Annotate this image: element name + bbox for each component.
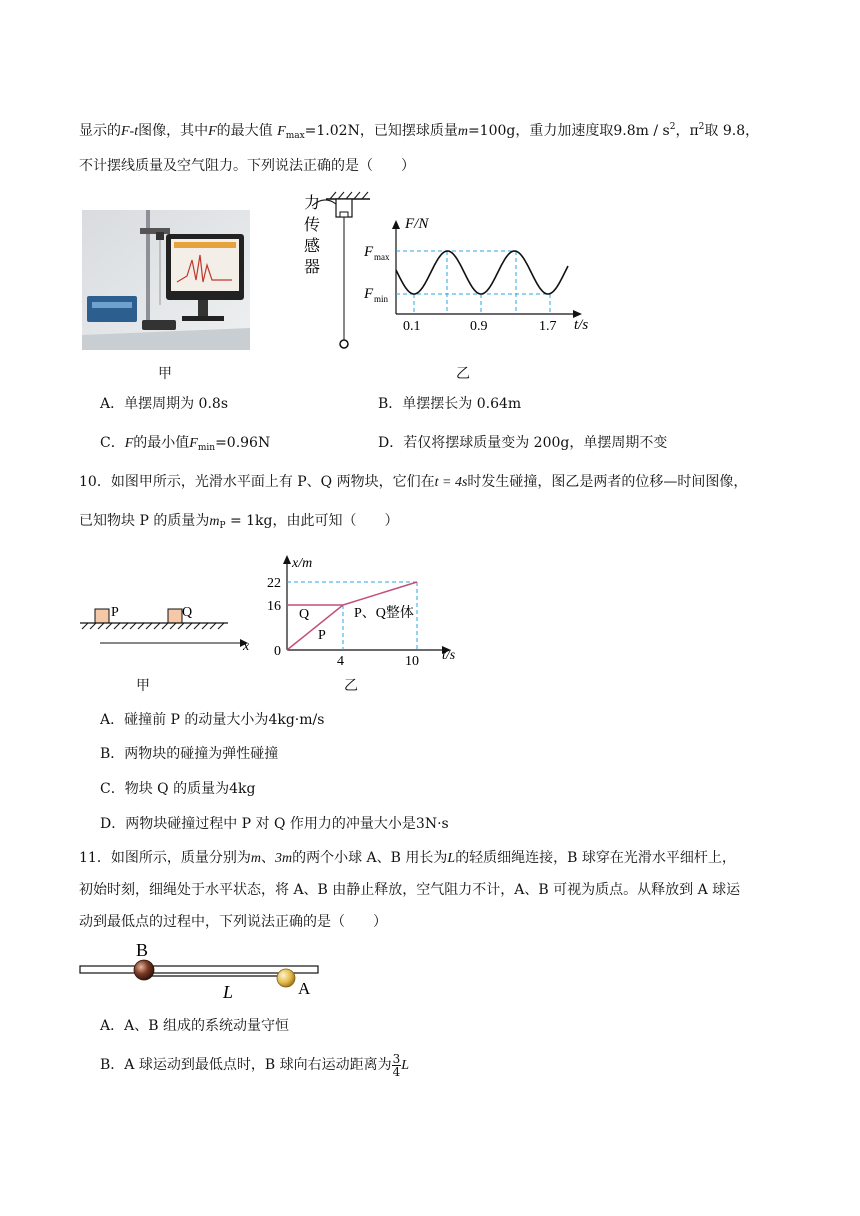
q9-m-value: =100g [467,123,516,139]
fraction-numerator: 3 [392,1051,401,1066]
guide-lines [396,251,550,314]
y-axis-arrow [392,220,400,229]
q10-xt-chart [262,552,472,667]
q9-fmax-sub: max [285,131,305,141]
surface-hatch [82,623,224,629]
label-p: P [318,628,326,643]
q9-g-value: 9.8m / s [613,123,670,139]
q11-figure [78,938,348,1004]
x-axis-label: t/s [574,317,589,333]
q9-text: ，已知摆球质量 [359,123,458,139]
q10-caption-left: 甲 [136,678,150,694]
y-axis-label: F/N [405,216,429,232]
q9-option-b: B．单摆摆长为 0.64m [378,396,522,412]
q11-text-line-3: 动到最低点的过程中，下列说法正确的是（ ） [79,914,387,930]
q9-opt-f: F [124,436,134,451]
q9-option-a: A．单摆周期为 0.8s [100,396,229,412]
x-tick-4: 4 [337,654,344,667]
label-l: L [223,982,234,1002]
q10-opt-text: C．物块 Q 的质量为 [100,781,230,797]
q9-opt-text: 的最小值 [133,435,190,451]
q9-f: F [208,124,217,139]
q11-text-line-1 [79,848,736,869]
q9-fmax: F [277,124,286,139]
q10-mp-value: = 1kg [225,513,273,529]
sensor-label-3: 感 [304,238,321,255]
sensor-label-1: 力 [304,195,321,212]
block-p-label: P [111,605,119,620]
q11-opt-text: B．A 球运动到最低点时，B 球向右运动距离为 [100,1057,392,1073]
fmin-label: F [364,286,374,302]
q10-option-b: B．两物块的碰撞为弹性碰撞 [100,746,279,762]
q9-caption-right: 乙 [456,366,470,382]
q10-text-line-1 [79,472,747,493]
q9-opt-fmin-sub: min [197,443,216,453]
q11-option-a: A．A、B 组成的系统动量守恒 [100,1018,289,1034]
q9-diagram [292,190,602,360]
q9-photo-illustration [82,210,250,350]
force-curve [396,251,568,294]
label-q: Q [299,607,310,622]
q10-opt-text: A．碰撞前 P 的动量大小为 [100,712,269,728]
q10-text: ，由此可知（ ） [272,513,399,529]
q9-figure-right [292,190,602,360]
q10-text-line-2 [79,511,399,536]
q9-option-d: D．若仅将摆球质量变为 200g，单摆周期不变 [378,435,668,451]
q9-option-c [100,433,270,458]
q9-fmax-value: =1.02N [304,123,360,139]
fmin-sub: min [374,294,389,304]
q9-opt-text: C． [100,435,125,451]
q9-text-line-1 [79,117,759,146]
q10-text: 时发生碰撞，图乙是两者的位移—时间图像， [467,474,748,490]
q9-text: 图像，其中 [138,123,209,139]
q11-text: 的两个小球 A、B 用长为 [292,850,448,866]
q11-option-b [100,1051,409,1080]
q9-text: ，重力加速度取 [515,123,614,139]
fmax-label: F [364,244,374,260]
tick-label-2: 1.7 [539,319,557,334]
q10-text: 10．如图甲所示，光滑水平面上有 P、Q 两物块，它们在 [79,474,435,490]
q10-blocks-diagram [78,598,258,656]
q10-opt-value: 4kg·m/s [268,712,325,728]
q9-text: ，π [675,123,699,139]
q10-text: 已知物块 P 的质量为 [79,513,210,529]
label-b: B [136,940,149,960]
p-line [287,605,343,650]
q10-mp-sub: P [219,521,226,531]
pendulum-bob [340,340,348,348]
sensor-label-2: 传 [304,217,321,234]
y-axis-arrow [283,555,291,564]
q9-g-exp: 2 [669,122,676,132]
block-p [95,609,109,623]
q11-fraction [392,1053,402,1078]
q10-mp: m [209,514,220,529]
x-direction-label: x [243,639,250,654]
q10-opt-text: D．两物块碰撞过程中 P 对 Q 作用力的冲量大小是 [100,816,416,832]
q10-figure-right [262,552,472,667]
q11-opt-l: L [401,1058,410,1073]
q11-l: L [447,851,456,866]
q9-text: 显示的 [79,123,121,139]
q11-text: 、 [260,850,275,866]
q11-m: m [250,851,261,866]
ball-a [277,969,295,987]
q10-caption-right: 乙 [344,678,358,694]
q11-3m: 3m [274,851,293,866]
q9-opt-fmin-value: =0.96N [215,435,271,451]
q10-t-value: t = 4s [434,475,468,490]
q11-diagram [78,938,348,1004]
q9-caption-left: 甲 [158,366,172,382]
q11-text-line-2: 初始时刻，细绳处于水平状态，将 A、B 由静止释放，空气阻力不计，A、B 可视为质点。从释放到 A 球运 [79,882,741,898]
q11-text: 11．如图所示，质量分别为 [79,850,251,866]
q10-option-c [100,779,255,799]
ball-b [134,960,154,980]
fraction-denominator: 4 [392,1064,401,1079]
q9-pi-exp: 2 [698,122,705,132]
q10-figure-left [78,598,258,656]
x-tick-10: 10 [405,654,419,667]
label-a: A [298,979,311,998]
ceiling-hatch [330,192,368,199]
q10-opt-value: 3N·s [415,816,449,832]
block-q-label: Q [182,605,193,620]
y-tick-22: 22 [267,576,281,591]
fmax-sub: max [374,252,390,262]
block-q [168,609,182,623]
tick-label-1: 0.9 [470,319,488,334]
q11-text: 的轻质细绳连接，B 球穿在光滑水平细杆上， [455,850,736,866]
x-axis-label: t/s [442,648,456,663]
sensor-label-4: 器 [304,259,321,276]
tick-label-0: 0.1 [403,319,421,334]
pq-combined-line [343,582,417,605]
q9-text: 的最大值 [216,123,273,139]
y-tick-0: 0 [274,644,281,659]
q9-m: m [457,124,468,139]
q10-option-a [100,710,324,730]
q10-option-d [100,814,449,834]
q9-photo [82,210,250,350]
y-axis-label: x/m [292,556,313,571]
label-pq: P、Q整体 [354,606,414,621]
y-tick-16: 16 [267,599,281,614]
q9-ft: F-t [121,124,139,139]
q10-opt-value: 4kg [229,781,256,797]
q9-text: 取 9.8， [704,123,760,139]
q9-text-line-2: 不计摆线质量及空气阻力。下列说法正确的是（ ） [79,158,415,174]
q9-opt-fmin: F [189,436,198,451]
